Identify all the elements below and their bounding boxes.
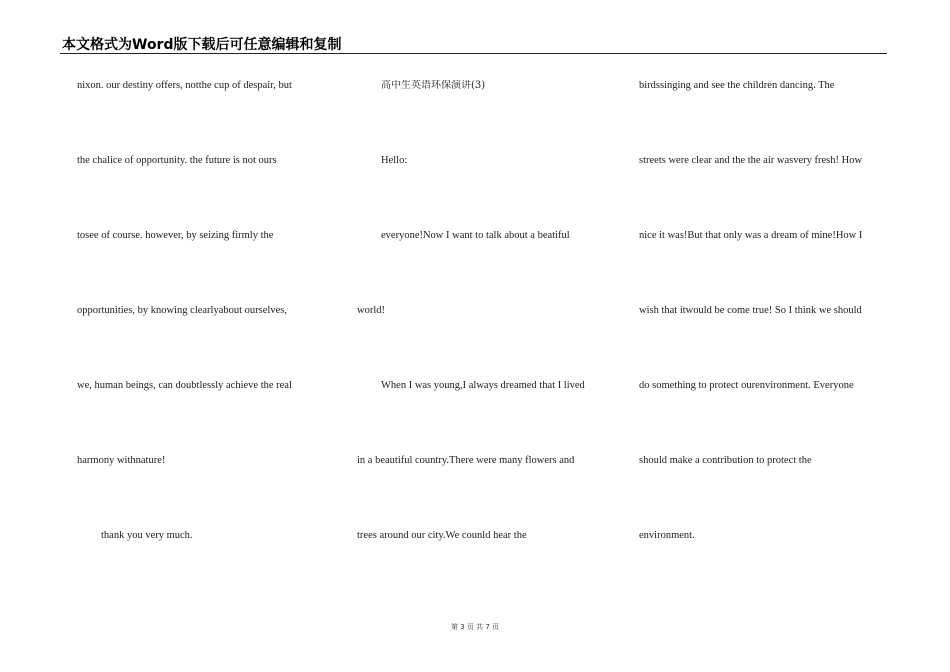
text-line: world! — [357, 305, 385, 316]
text-line: nixon. our destiny offers, notthe cup of despair, but — [77, 80, 292, 91]
header-divider — [60, 53, 887, 54]
text-line: environment. — [639, 530, 695, 541]
text-line: wish that itwould be come true! So I think we should — [639, 305, 862, 316]
text-line: the chalice of opportunity. the future is not ours — [77, 155, 277, 166]
text-line: in a beautiful country.There were many flowers and — [357, 455, 575, 466]
text-line: should make a contribution to protect the — [639, 455, 812, 466]
section-heading: 高中生英语环保演讲(3) — [381, 80, 486, 91]
text-line: birdssinging and see the children dancing. The — [639, 80, 835, 91]
text-line: thank you very much. — [101, 530, 193, 541]
document-header-title: 本文格式为Word版下载后可任意编辑和复制 — [62, 37, 342, 53]
text-line: Hello: — [381, 155, 408, 166]
text-line: nice it was!But that only was a dream of mine!How I — [639, 230, 863, 241]
text-column-3 — [639, 80, 901, 605]
text-column-2 — [357, 80, 619, 605]
text-line: harmony withnature! — [77, 455, 166, 466]
text-line: streets were clear and the the air wasvery fresh! How — [639, 155, 863, 166]
text-line: When I was young,I always dreamed that I lived — [381, 380, 585, 391]
text-line: tosee of course. however, by seizing firmly the — [77, 230, 274, 241]
text-column-1 — [77, 80, 339, 605]
text-line: opportunities, by knowing clearlyabout ourselves, — [77, 305, 287, 316]
text-line: we, human beings, can doubtlessly achieve the real — [77, 380, 292, 391]
page-number: 第 3 页 共 7 页 — [450, 623, 500, 631]
text-line: everyone!Now I want to talk about a beatiful — [381, 230, 570, 241]
text-line: trees around our city.We counld hear the — [357, 530, 527, 541]
text-line: do something to protect ourenvironment. Everyone — [639, 380, 854, 391]
